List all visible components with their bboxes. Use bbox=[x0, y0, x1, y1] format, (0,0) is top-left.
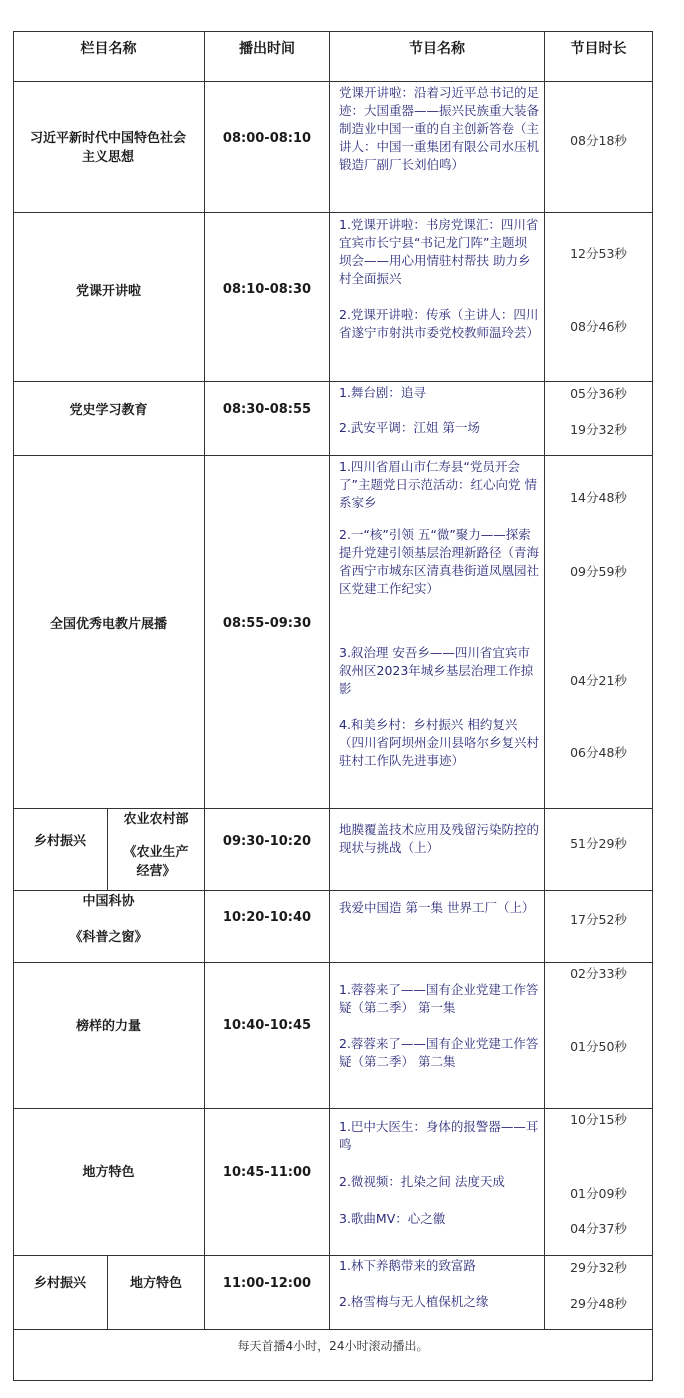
program-title: 1.四川省眉山市仁寿县“党员开会了”主题党日示范活动：红心向党 情系家乡 bbox=[339, 459, 537, 510]
program-duration: 17分52秒 bbox=[570, 912, 627, 927]
row-time: 08:55-09:30 bbox=[222, 616, 312, 631]
row-time: 08:30-08:55 bbox=[222, 402, 312, 417]
row-time: 10:20-10:40 bbox=[222, 910, 312, 925]
program-duration: 29分48秒 bbox=[570, 1296, 627, 1311]
row-category: 《科普之窗》 bbox=[69, 930, 148, 945]
program-title: 地膜覆盖技术应用及残留污染防控的现状与挑战（上） bbox=[339, 822, 540, 855]
program-duration: 08分18秒 bbox=[570, 133, 627, 148]
program-duration: 05分36秒 bbox=[570, 386, 627, 401]
program-title: 3.叙治理 安吾乡——四川省宜宾市叙州区2023年城乡基层治理工作掠影 bbox=[339, 645, 534, 696]
program-title: 3.歌曲MV：心之徽 bbox=[339, 1211, 446, 1226]
program-title: 4.和美乡村：乡村振兴 相约复兴（四川省阿坝州金川县咯尔乡复兴村驻村工作队先进事迹） bbox=[339, 717, 540, 768]
program-title: 2.微视频：扎染之间 法度天成 bbox=[339, 1174, 505, 1189]
program-title: 1.林下养鹅带来的致富路 bbox=[339, 1258, 476, 1273]
row-category: 习近平新时代中国特色社会主义思想 bbox=[29, 131, 186, 165]
program-duration: 12分53秒 bbox=[570, 246, 627, 261]
program-duration: 02分33秒 bbox=[570, 966, 627, 981]
program-title: 2.一“核”引领 五“微”聚力——探索提升党建引领基层治理新路径（青海省西宁市城东区清真巷街道凤凰园社区党建工作纪实） bbox=[339, 527, 540, 596]
program-duration: 10分15秒 bbox=[570, 1112, 627, 1127]
header-duration: 节目时长 bbox=[570, 41, 627, 57]
program-duration: 29分32秒 bbox=[570, 1260, 627, 1275]
row-time: 10:40-10:45 bbox=[222, 1018, 312, 1033]
row-category: 乡村振兴 bbox=[33, 1276, 86, 1291]
program-title: 1.舞台剧：追寻 bbox=[339, 385, 426, 400]
program-duration: 14分48秒 bbox=[570, 490, 627, 505]
row-time: 10:45-11:00 bbox=[222, 1165, 312, 1180]
program-duration: 04分21秒 bbox=[570, 673, 627, 688]
row-category: 党史学习教育 bbox=[69, 403, 148, 418]
program-title: 2.蓉蓉来了——国有企业党建工作答疑（第二季） 第二集 bbox=[339, 1036, 539, 1069]
row-category: 榜样的力量 bbox=[75, 1019, 141, 1034]
program-title: 1.蓉蓉来了——国有企业党建工作答疑（第二季） 第一集 bbox=[339, 982, 539, 1015]
row-category: 中国科协 bbox=[82, 894, 135, 909]
program-duration: 04分37秒 bbox=[570, 1221, 627, 1236]
row-category: 党课开讲啦 bbox=[75, 284, 141, 299]
program-duration: 09分59秒 bbox=[570, 564, 627, 579]
program-title: 1.党课开讲啦：书房党课汇：四川省宜宾市长宁县“书记龙门阵”主题坝坝会——用心用情驻村帮扶 助力乡村全面振兴 bbox=[339, 217, 539, 286]
header-broadcast-time: 播出时间 bbox=[239, 41, 295, 57]
row-subcategory: 《农业生产经营》 bbox=[123, 845, 189, 879]
program-duration: 01分09秒 bbox=[570, 1186, 627, 1201]
program-title: 2.武安平调：江姐 第一场 bbox=[339, 420, 480, 435]
header-column-name: 栏目名称 bbox=[80, 41, 137, 57]
row-time: 09:30-10:20 bbox=[222, 834, 312, 849]
program-duration: 01分50秒 bbox=[570, 1039, 627, 1054]
program-duration: 19分32秒 bbox=[570, 422, 627, 437]
row-time: 08:00-08:10 bbox=[222, 131, 312, 146]
program-title: 党课开讲啦：沿着习近平总书记的足迹：大国重器——振兴民族重大装备制造业中国一重的自主创新答卷（主讲人：中国一重集团有限公司水压机锻造厂副厂长刘伯鸣） bbox=[339, 85, 540, 172]
program-title: 1.巴中大医生：身体的报警器——耳鸣 bbox=[339, 1119, 539, 1152]
row-time: 11:00-12:00 bbox=[222, 1276, 312, 1291]
row-category: 乡村振兴 bbox=[33, 834, 86, 849]
program-title: 2.格雪梅与无人植保机之缘 bbox=[339, 1294, 489, 1309]
program-duration: 51分29秒 bbox=[570, 836, 627, 851]
row-category: 地方特色 bbox=[82, 1165, 135, 1180]
program-title: 2.党课开讲啦：传承（主讲人：四川省遂宁市射洪市委党校教师温玲芸） bbox=[339, 307, 540, 340]
row-subcategory: 农业农村部 bbox=[123, 812, 189, 827]
row-time: 08:10-08:30 bbox=[222, 282, 312, 297]
footer-note: 每天首播4小时，24小时滚动播出。 bbox=[237, 1339, 429, 1353]
header-program-name: 节目名称 bbox=[409, 41, 465, 57]
program-duration: 08分46秒 bbox=[570, 319, 627, 334]
row-category: 全国优秀电教片展播 bbox=[49, 617, 167, 632]
program-title: 我爱中国造 第一集 世界工厂（上） bbox=[339, 900, 535, 915]
program-duration: 06分48秒 bbox=[570, 745, 627, 760]
row-subcategory: 地方特色 bbox=[129, 1276, 182, 1291]
